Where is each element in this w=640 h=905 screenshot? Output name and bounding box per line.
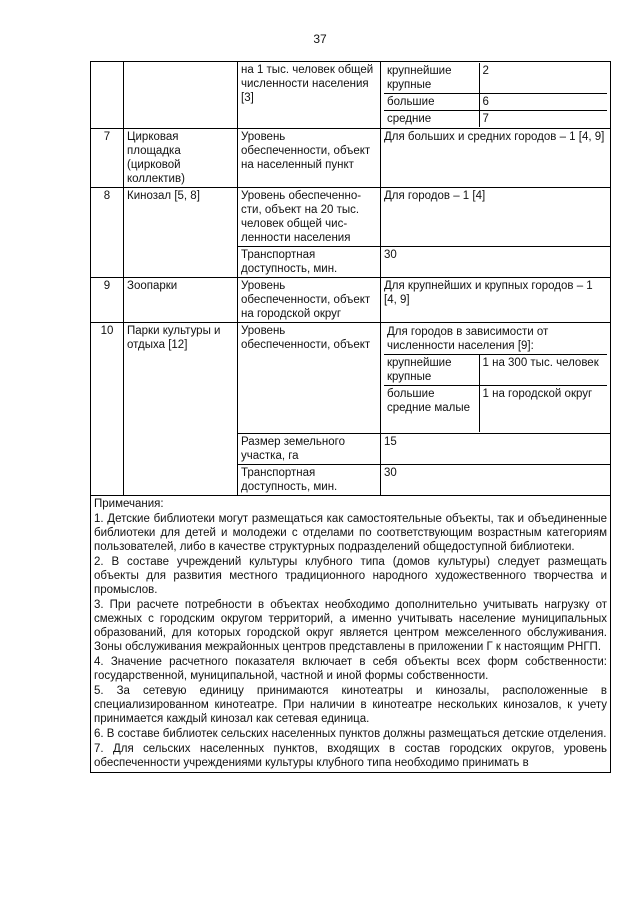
culture-facilities-table: [90, 61, 611, 773]
facility-name: Кинозал [5, 8]: [124, 188, 238, 278]
row-number: 8: [91, 188, 124, 278]
value-subtable: [384, 355, 607, 432]
note-item: 7. Для сельских населенных пунктов, входящих в состав городских округов, уровень обеспеченности учреждениями культуры клубного типа необходимо принимать в: [94, 743, 607, 769]
value-cell: [381, 62, 611, 129]
norm-value: 7: [482, 113, 489, 125]
row-number: 10: [91, 323, 124, 496]
note-item: 4. Значение расчетного показателя включает в себя объекты всех форм собственности: государственной, муниципальной, частной и иной формы собственности.: [94, 656, 607, 682]
value-cell: Для городов – 1 [4]: [381, 188, 611, 247]
city-category: крупнейшие крупные: [384, 63, 479, 94]
notes-cell: [91, 496, 611, 773]
norm-value: 1 на городской округ: [482, 388, 593, 400]
row-number: 7: [91, 129, 124, 188]
note-item: 5. За сетевую единицу принимаются кинотеатры и кинозалы, расположенные в специализированном кинотеатре. При наличии в кинотеатре нескольких кинозалов, к учету принимается каждый кинозал как сетевая единица.: [94, 685, 607, 725]
notes-title: Примечания:: [94, 498, 164, 510]
table-row: [91, 62, 611, 129]
facility-name: Цирковая площадка (цирковой коллектив): [124, 129, 238, 188]
facility-name: Парки культуры и отдыха [12]: [124, 323, 238, 496]
value-cell: 30: [381, 465, 611, 496]
indicator-cell: Уровень обеспеченно-сти, объект на 20 тыс. человек общей чис-ленности населения: [238, 188, 381, 247]
value-cell: [381, 323, 611, 434]
indicator-cell: на 1 тыс. человек общей численности населения [3]: [238, 62, 381, 129]
value-cell: 30: [381, 247, 611, 278]
row-number: [91, 62, 124, 129]
note-item: 6. В составе библиотек сельских населенных пунктов должны размещаться детские отделения.: [94, 728, 607, 740]
value-cell: 15: [381, 434, 611, 465]
note-item: 1. Детские библиотеки могут размещаться как самостоятельные объекты, так и объединенные библиотеки для детей и молодежи с отделами по соответствующим возрастным категориям пользователей, либо в качестве структурных подразделений общедоступной библиотеки.: [94, 513, 607, 553]
row-number: 9: [91, 278, 124, 323]
facility-name: [124, 62, 238, 129]
city-category: большие: [384, 94, 479, 111]
value-heading: Для городов в зависимости от численности населения [9]:: [384, 324, 607, 355]
value-cell: Для больших и средних городов – 1 [4, 9]: [381, 129, 611, 188]
table-row: [91, 188, 611, 247]
indicator-cell: Транспортная доступность, мин.: [238, 465, 381, 496]
facility-name: Зоопарки: [124, 278, 238, 323]
indicator-cell: Уровень обеспеченности, объект: [238, 323, 381, 434]
indicator-cell: Размер земельного участка, га: [238, 434, 381, 465]
indicator-cell: Уровень обеспеченности, объект на населенный пункт: [238, 129, 381, 188]
city-category: средние: [384, 111, 479, 128]
note-item: 2. В составе учреждений культуры клубного типа (домов культуры) следует размещать объекты для развития местного традиционного народного художественного творчества и промыслов.: [94, 556, 607, 596]
notes-row: [91, 496, 611, 773]
norm-value: 6: [479, 94, 607, 111]
norm-value: 1 на 300 тыс. человек: [479, 355, 607, 386]
norm-value: 2: [479, 63, 607, 94]
table-row: [91, 278, 611, 323]
value-cell: Для крупнейших и крупных городов – 1 [4, 9]: [381, 278, 611, 323]
value-subtable: [384, 63, 607, 127]
city-category: большие средние малые: [384, 386, 479, 433]
indicator-cell: Транспортная доступность, мин.: [238, 247, 381, 278]
note-item: 3. При расчете потребности в объектах необходимо дополнительно учитывать нагрузку от смежных с городским округом территорий, а именно учитывать население муниципальных образований, для которых городской округ является центром межселенного обслуживания. Зоны обслуживания межрайонных центров представлены в приложении Г к настоящим РНГП.: [94, 599, 607, 653]
city-category: крупнейшие крупные: [384, 355, 479, 386]
table-row: [91, 323, 611, 434]
indicator-cell: Уровень обеспеченности, объект на городской округ: [238, 278, 381, 323]
table-row: [91, 129, 611, 188]
page-number: 37: [313, 32, 327, 46]
